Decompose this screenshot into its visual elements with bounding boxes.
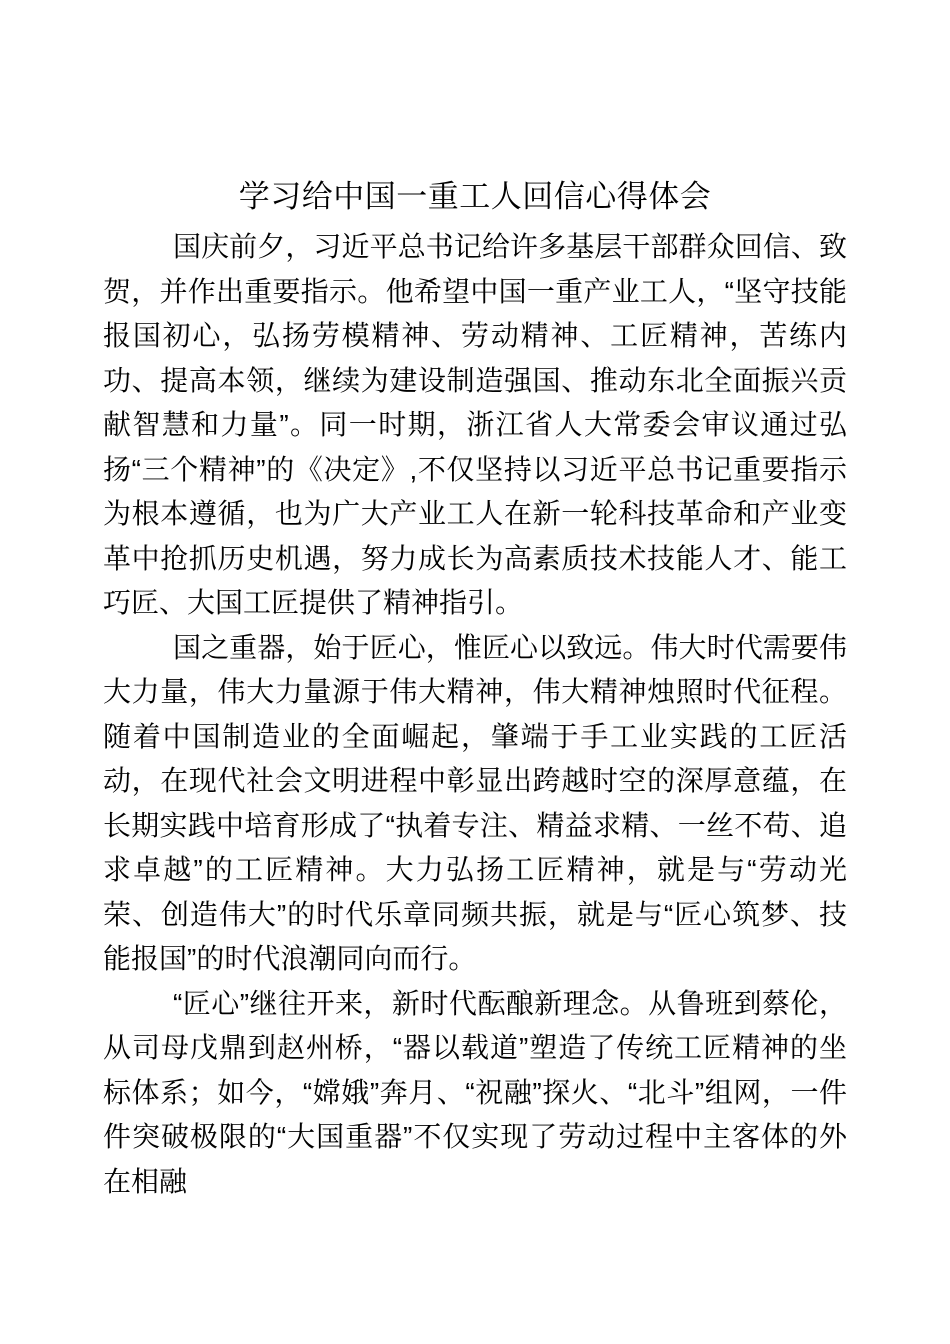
paragraph-1: 国庆前夕，习近平总书记给许多基层干部群众回信、致贺，并作出重要指示。他希望中国一重产业工人，“坚守技能报国初心，弘扬劳模精神、劳动精神、工匠精神，苦练内功、提高本领，继续为建设制造强国、推动东北全面振兴贡献智慧和力量”。同一时期，浙江省人大常委会审议通过弘扬“三个精神”的《决定》,不仅坚持以习近平总书记重要指示为根本遵循，也为广大产业工人在新一轮科技革命和产业变革中抢抓历史机遇，努力成长为高素质技术技能人才、能工巧匠、大国工匠提供了精神指引。 bbox=[103, 231, 847, 618]
document-title: 学习给中国一重工人回信心得体会 bbox=[238, 179, 712, 214]
paragraph-2: 国之重器，始于匠心，惟匠心以致远。伟大时代需要伟大力量，伟大力量源于伟大精神，伟大精神烛照时代征程。随着中国制造业的全面崛起，肇端于手工业实践的工匠活动，在现代社会文明进程中彰显出跨越时空的深厚意蕴，在长期实践中培育形成了“执着专注、精益求精、一丝不苟、追求卓越”的工匠精神。大力弘扬工匠精神，就是与“劳动光荣、创造伟大”的时代乐章同频共振，就是与“匠心筑梦、技能报国”的时代浪潮同向而行。 bbox=[103, 631, 847, 974]
paragraph-3: “匠心”继往开来，新时代酝酿新理念。从鲁班到蔡伦，从司母戊鼎到赵州桥，“器以载道”塑造了传统工匠精神的坐标体系；如今，“嫦娥”奔月、“祝融”探火、“北斗”组网，一件件突破极限的“大国重器”不仅实现了劳动过程中主客体的外在相融 bbox=[103, 987, 847, 1197]
